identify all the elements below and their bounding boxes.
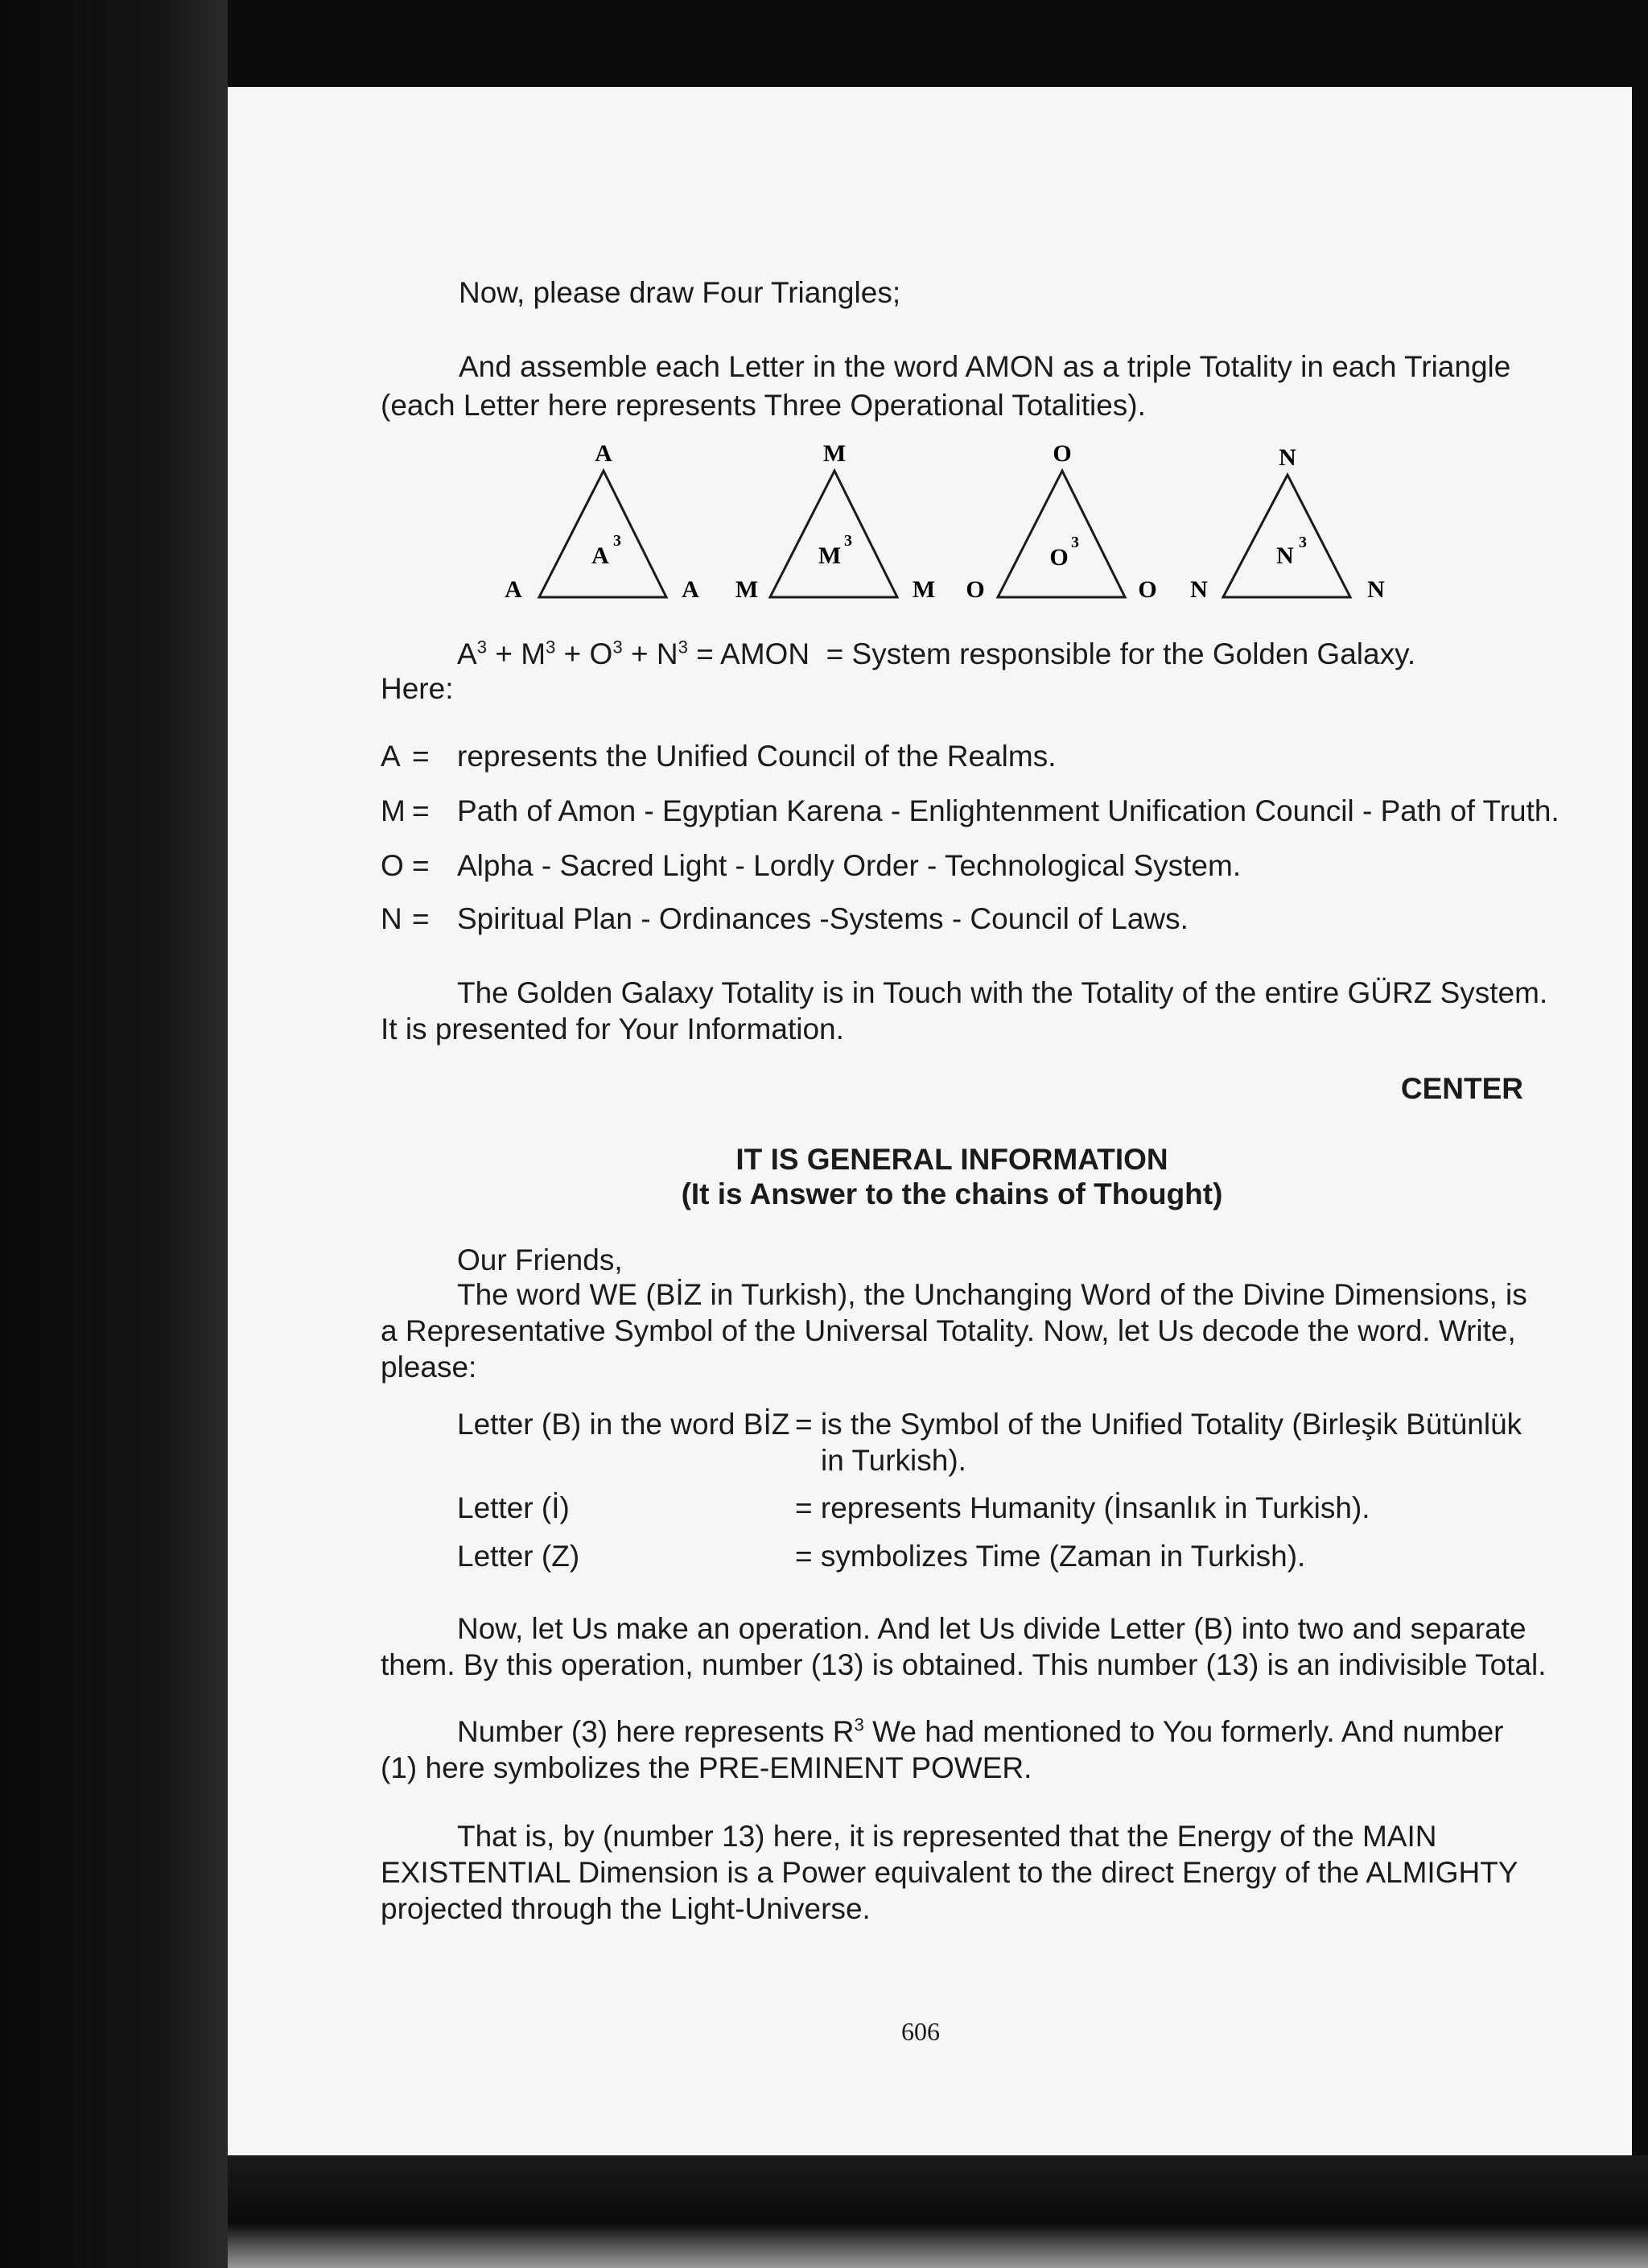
- draw-triangles-line: Now, please draw Four Triangles;: [459, 276, 901, 309]
- triangle-m-inner-power: 3: [844, 532, 852, 550]
- eq-term-a: A: [457, 637, 477, 670]
- eq-term-n: N: [656, 637, 678, 670]
- definition-text: Path of Amon - Egyptian Karena - Enlightenment Unification Council - Path of Truth.: [457, 794, 1559, 827]
- eq-power-a: 3: [476, 637, 488, 658]
- eq-power-o: 3: [612, 637, 623, 658]
- triangle-n-inner-letter: N: [1276, 542, 1294, 569]
- triangle-m-inner-letter: M: [818, 542, 842, 569]
- triangle-n: [1190, 444, 1385, 603]
- center-signature: CENTER: [1400, 1072, 1523, 1105]
- friends-line-2: a Representative Symbol of the Universal Totality. Now, let Us decode the word. Write,: [381, 1314, 1516, 1347]
- number3-line-1: [457, 1713, 1504, 1751]
- friends-line-1: The word WE (BİZ in Turkish), the Unchanging Word of the Divine Dimensions, is: [457, 1278, 1527, 1311]
- triangle-n-left-letter: N: [1190, 576, 1208, 603]
- eq-power-n: 3: [678, 637, 688, 658]
- golden-galaxy-line-2: It is presented for Your Information.: [381, 1012, 844, 1045]
- definition-letter: A: [381, 740, 401, 773]
- definition-text: Alpha - Sacred Light - Lordly Order - Technological System.: [457, 849, 1242, 882]
- assemble-line-2: (each Letter here represents Three Operational Totalities).: [381, 389, 1146, 422]
- number3-text-cont: We had mentioned to You formerly. And number: [863, 1715, 1504, 1748]
- triangle-m-top-letter: M: [822, 440, 847, 467]
- page-number: 606: [901, 2017, 940, 2046]
- amon-equation: [457, 635, 1415, 674]
- definition-letter: O: [381, 849, 404, 882]
- triangle-a-left-letter: A: [505, 576, 522, 603]
- definition-equals: =: [412, 794, 430, 827]
- triangle-a-right-letter: A: [682, 576, 699, 603]
- triangle-o: [966, 440, 1156, 603]
- triangle-a-inner-letter: A: [591, 542, 609, 569]
- eq-plus-3: +: [630, 637, 649, 670]
- letter-z-value: = symbolizes Time (Zaman in Turkish).: [795, 1540, 1306, 1573]
- triangle-o-top-letter: O: [1053, 440, 1072, 467]
- definition-equals: =: [412, 849, 430, 882]
- friends-line-3: please:: [381, 1350, 477, 1383]
- thatis-line-2: EXISTENTIAL Dimension is a Power equivalent to the direct Energy of the ALMIGHTY: [381, 1856, 1518, 1889]
- eq-plus-2: +: [563, 637, 582, 670]
- here-label: Here:: [381, 672, 454, 705]
- eq-equals-amon: = AMON: [696, 637, 810, 670]
- triangle-m-left-letter: M: [735, 576, 759, 603]
- definition-letter: N: [381, 902, 402, 935]
- thatis-line-1: That is, by (number 13) here, it is represented that the Energy of the MAIN: [457, 1820, 1437, 1853]
- triangle-a: [505, 440, 699, 603]
- eq-term-m: M: [521, 637, 546, 670]
- definition-text: Spiritual Plan - Ordinances -Systems - Council of Laws.: [457, 902, 1189, 935]
- r-power: 3: [854, 1714, 864, 1735]
- triangle-o-left-letter: O: [966, 576, 985, 603]
- definition-equals: =: [412, 902, 430, 935]
- triangle-n-top-letter: N: [1279, 444, 1296, 471]
- number3-line-2: (1) here symbolizes the PRE-EMINENT POWER.: [381, 1751, 1032, 1784]
- thatis-line-3: projected through the Light-Universe.: [381, 1892, 871, 1925]
- golden-galaxy-line-1: The Golden Galaxy Totality is in Touch with the Totality of the entire GÜRZ System.: [457, 976, 1548, 1009]
- triangle-o-inner-power: 3: [1071, 534, 1079, 551]
- triangle-n-inner-power: 3: [1299, 534, 1307, 551]
- operation-line-2: them. By this operation, number (13) is obtained. This number (13) is an indivisible Total.: [381, 1648, 1547, 1681]
- triangle-a-top-letter: A: [595, 440, 612, 467]
- triangle-n-right-letter: N: [1367, 576, 1385, 603]
- letter-b-label: Letter (B) in the word BİZ: [457, 1408, 790, 1441]
- section-heading: IT IS GENERAL INFORMATION: [735, 1143, 1168, 1176]
- eq-plus-1: +: [495, 637, 513, 670]
- triangle-m: [735, 440, 935, 603]
- triangle-m-right-letter: M: [912, 576, 936, 603]
- letter-b-value-cont: in Turkish).: [821, 1444, 966, 1477]
- triangle-o-right-letter: O: [1138, 576, 1157, 603]
- triangle-o-inner-letter: O: [1049, 544, 1069, 571]
- eq-equals-system: = System responsible for the Golden Galaxy.: [826, 637, 1416, 670]
- definition-letter: M: [381, 794, 406, 827]
- eq-power-m: 3: [546, 637, 556, 658]
- letter-z-label: Letter (Z): [457, 1540, 580, 1573]
- number3-text: Number (3) here represents R: [457, 1715, 855, 1748]
- definition-text: represents the Unified Council of the Realms.: [457, 740, 1057, 773]
- eq-term-o: O: [589, 637, 613, 670]
- assemble-line-1: And assemble each Letter in the word AMON as a triple Totality in each Triangle: [459, 350, 1511, 383]
- triangle-a-inner-power: 3: [613, 532, 621, 550]
- letter-i-value: = represents Humanity (İnsanlık in Turkish).: [795, 1491, 1370, 1524]
- section-subheading: (It is Answer to the chains of Thought): [681, 1177, 1223, 1210]
- definition-equals: =: [412, 740, 430, 773]
- greeting: Our Friends,: [457, 1243, 623, 1276]
- letter-i-label: Letter (İ): [457, 1491, 570, 1524]
- letter-b-value: = is the Symbol of the Unified Totality (Birleşik Bütünlük: [795, 1408, 1522, 1441]
- operation-line-1: Now, let Us make an operation. And let Us divide Letter (B) into two and separate: [457, 1612, 1526, 1645]
